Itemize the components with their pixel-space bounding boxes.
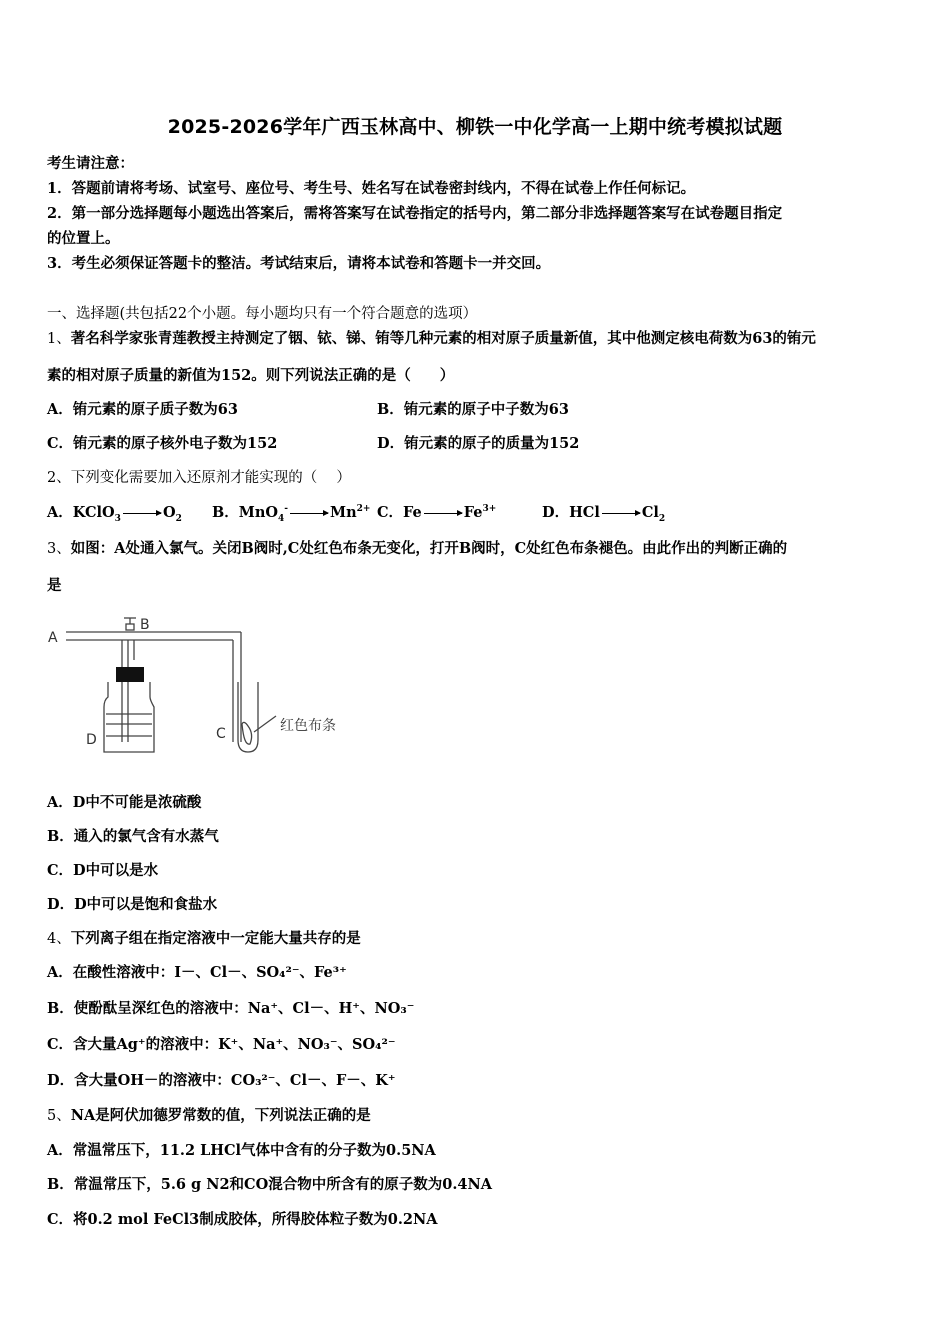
question-text: 是 bbox=[47, 577, 62, 594]
question-number: 4、 bbox=[47, 931, 71, 947]
label-d: D bbox=[86, 732, 97, 748]
option-b: B．使酚酞呈深红色的溶液中：Na⁺、Cl－、H⁺、NO₃⁻ bbox=[47, 1000, 415, 1017]
question-text: 下列变化需要加入还原剂才能实现的（ ） bbox=[70, 470, 351, 486]
label-red-strip: 红色布条 bbox=[280, 718, 336, 734]
notice-item: 2．第一部分选择题每小题选出答案后，需将答案写在试卷指定的括号内，第二部分非选择题答案写在试卷题目指定 bbox=[47, 205, 783, 222]
option-d: D．D中可以是饱和食盐水 bbox=[47, 896, 218, 913]
option-d: D．HCl $Cl_2$ bbox=[542, 504, 666, 524]
notice-item: 1．答题前请将考场、试室号、座位号、考生号、姓名写在试卷密封线内，不得在试卷上作任何标记。 bbox=[47, 180, 696, 197]
question-text: NA是阿伏加德罗常数的值，下列说法正确的是 bbox=[70, 1107, 371, 1124]
notice-heading: 考生请注意： bbox=[47, 155, 134, 172]
option-c: C．含大量Ag⁺的溶液中：K⁺、Na⁺、NO₃⁻、SO₄²⁻ bbox=[47, 1036, 396, 1053]
option-b: B．常温常压下，5.6 g N2和CO混合物中所含有的原子数为0.4NA bbox=[47, 1176, 492, 1193]
question-2 bbox=[47, 466, 351, 487]
arrow-icon bbox=[602, 513, 640, 514]
question-text: 如图：A处通入氯气。关闭B阀时,C处红色布条无变化，打开B阀时，C处红色布条褪色。由此作出的判断正确的 bbox=[70, 540, 788, 557]
question-number: 2、 bbox=[47, 470, 71, 486]
option-c: C．D中可以是水 bbox=[47, 862, 159, 879]
notice-item: 的位置上。 bbox=[47, 230, 120, 247]
option-c: C．铕元素的原子核外电子数为152 bbox=[47, 435, 278, 452]
option-c: C．Fe $Fe^{3+}$ bbox=[377, 504, 497, 521]
question-5 bbox=[47, 1104, 371, 1125]
option-a: A．D中不可能是浓硫酸 bbox=[47, 794, 202, 811]
arrow-icon bbox=[290, 513, 328, 514]
option-a: A．常温常压下，11.2 LHCl气体中含有的分子数为0.5NA bbox=[47, 1142, 436, 1159]
stopper bbox=[116, 667, 144, 682]
page-title: 2025-2026学年广西玉林高中、柳铁一中化学高一上期中统考模拟试题 bbox=[167, 116, 783, 138]
option-c: C．将0.2 mol FeCl3制成胶体，所得胶体粒子数为0.2NA bbox=[47, 1211, 438, 1228]
question-3 bbox=[47, 537, 787, 558]
option-d: D．铕元素的原子的质量为152 bbox=[377, 435, 580, 452]
section-heading: 一、选择题(共包括22个小题。每小题均只有一个符合题意的选项） bbox=[47, 306, 478, 322]
option-b: B．MnO$_4$- $Mn^{2+}$ bbox=[212, 504, 371, 524]
label-a: A bbox=[48, 630, 58, 646]
arrow-icon bbox=[424, 513, 462, 514]
option-d: D．含大量OH－的溶液中：CO₃²⁻、Cl－、F－、K⁺ bbox=[47, 1072, 396, 1089]
option-a: A．铕元素的原子质子数为63 bbox=[47, 401, 238, 418]
label-b: B bbox=[140, 617, 150, 633]
question-number: 1、 bbox=[47, 331, 71, 347]
notice-item: 3．考生必须保证答题卡的整洁。考试结束后，请将本试卷和答题卡一并交回。 bbox=[47, 255, 551, 272]
option-a: A．在酸性溶液中：I－、Cl－、SO₄²⁻、Fe³⁺ bbox=[47, 964, 347, 981]
option-b: B．通入的氯气含有水蒸气 bbox=[47, 828, 219, 845]
option-b: B．铕元素的原子中子数为63 bbox=[377, 401, 569, 418]
question-text: 素的相对原子质量的新值为152。则下列说法正确的是（ ） bbox=[47, 367, 455, 384]
question-text: 著名科学家张青莲教授主持测定了铟、铱、锑、铕等几种元素的相对原子质量新值，其中他测定核电荷数为63的铕元 bbox=[70, 330, 816, 347]
option-a: A．KClO$_3$ $O_2$ bbox=[47, 504, 182, 524]
question-number: 5、 bbox=[47, 1108, 71, 1124]
question-4 bbox=[47, 927, 361, 948]
label-c: C bbox=[216, 726, 226, 742]
question-text: 下列离子组在指定溶液中一定能大量共存的是 bbox=[70, 930, 361, 947]
arrow-icon bbox=[123, 513, 161, 514]
question-1 bbox=[47, 327, 816, 348]
question-number: 3、 bbox=[47, 541, 71, 557]
apparatus-diagram bbox=[44, 612, 364, 772]
